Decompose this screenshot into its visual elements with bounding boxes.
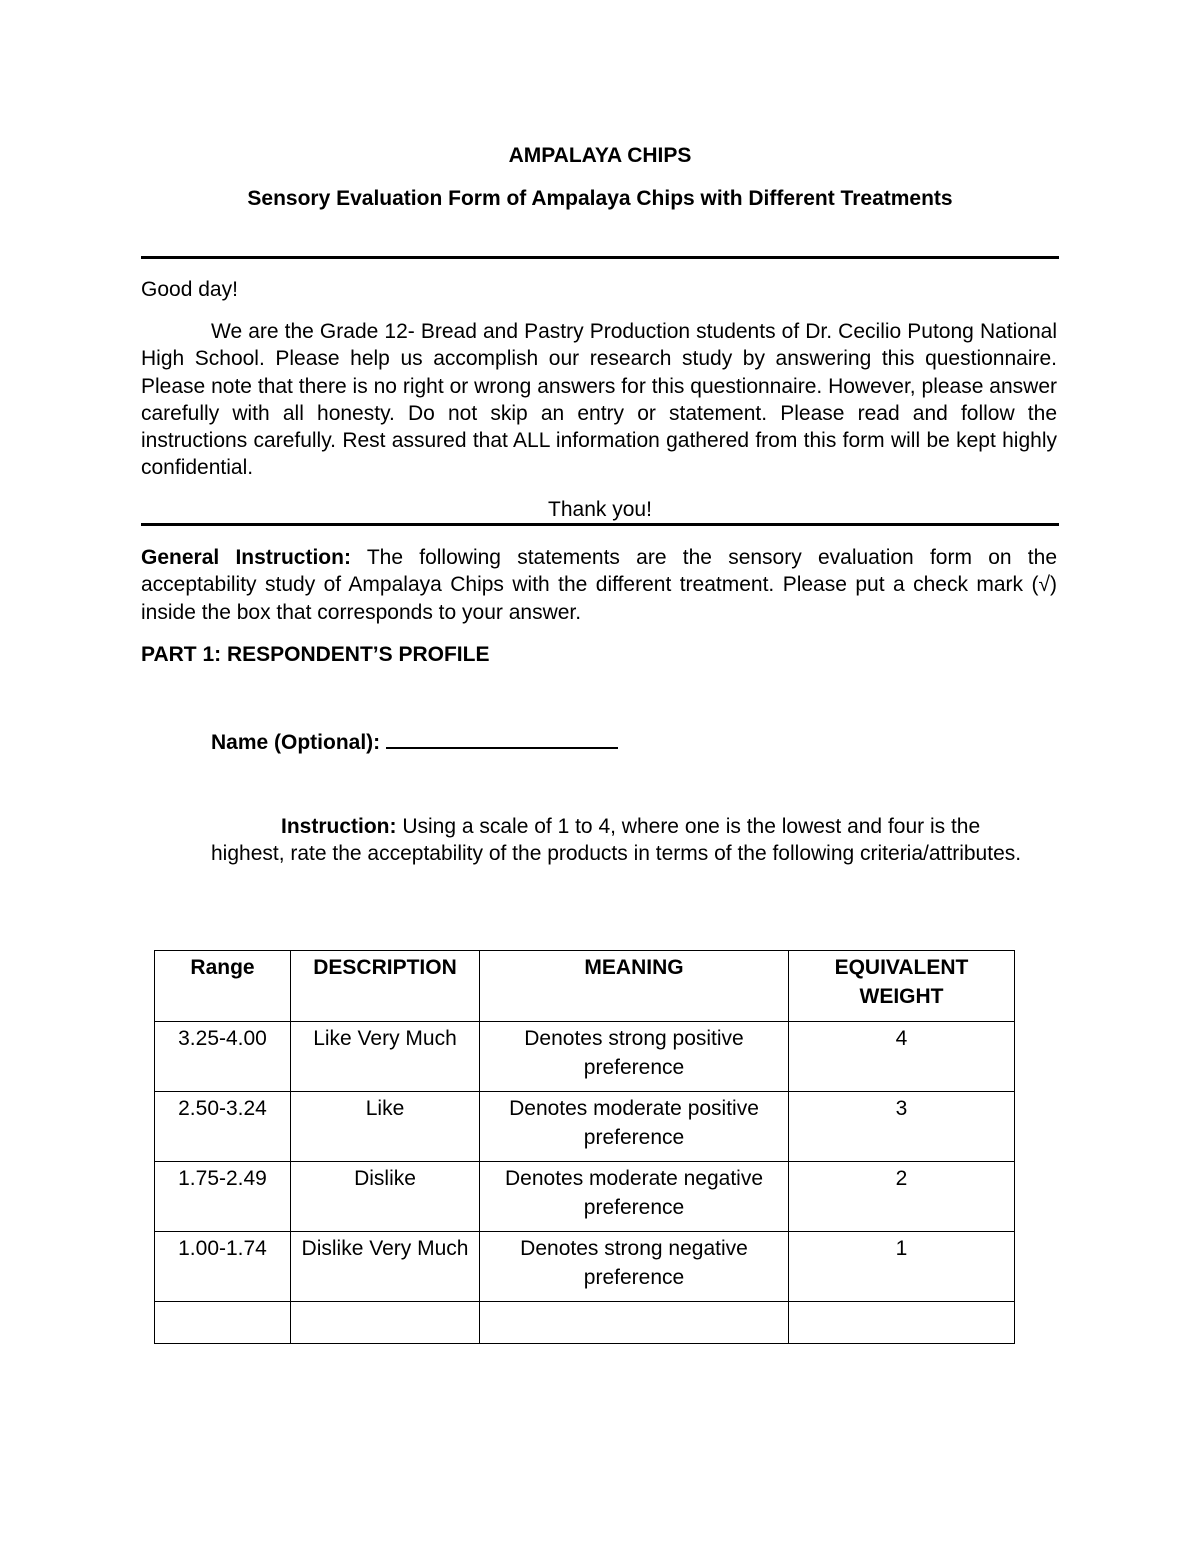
name-blank-line[interactable] <box>386 727 618 749</box>
table-row <box>155 1092 1015 1162</box>
empty-cell[interactable] <box>789 1302 1015 1344</box>
scale-instruction-text: Using a scale of 1 to 4, where one is the lowest and four is the highest, rate the acceptability of the products in terms of the following criteria/attributes. <box>211 815 1022 866</box>
cell-range: 1.75-2.49 <box>155 1162 291 1232</box>
cell-meaning: Denotes strong negative preference <box>480 1232 789 1302</box>
header-description: DESCRIPTION <box>291 951 480 1022</box>
top-divider <box>141 256 1059 259</box>
empty-cell[interactable] <box>480 1302 789 1344</box>
rating-scale-table <box>154 950 1015 1344</box>
thank-you: Thank you! <box>548 498 652 521</box>
cell-weight: 1 <box>789 1232 1015 1302</box>
cell-meaning: Denotes moderate positive preference <box>480 1092 789 1162</box>
cell-weight: 3 <box>789 1092 1015 1162</box>
scale-instruction <box>211 813 1031 868</box>
bottom-divider <box>141 523 1059 526</box>
table-header-row <box>155 951 1015 1022</box>
header-equivalent-weight: EQUIVALENT WEIGHT <box>789 951 1015 1022</box>
cell-description: Dislike <box>291 1162 480 1232</box>
header-meaning: MEANING <box>480 951 789 1022</box>
cell-weight: 4 <box>789 1022 1015 1092</box>
table-row <box>155 1162 1015 1232</box>
cell-range: 3.25-4.00 <box>155 1022 291 1092</box>
intro-paragraph: We are the Grade 12- Bread and Pastry Production students of Dr. Cecilio Putong National High School. Please help us accomplish our research study by answering this questionnaire. Please note that there is no right or wrong answers for this questionnaire. However, please answer carefully with all honesty. Do not skip an entry or statement. Please read and follow the instructions carefully. Rest assured that ALL information gathered from this form will be kept highly confidential. <box>141 320 1057 480</box>
general-instruction <box>141 544 1057 626</box>
name-field <box>211 727 618 756</box>
table-row <box>155 1232 1015 1302</box>
part1-heading: PART 1: RESPONDENT’S PROFILE <box>141 643 490 666</box>
cell-description: Like Very Much <box>291 1022 480 1092</box>
cell-range: 2.50-3.24 <box>155 1092 291 1162</box>
cell-weight: 2 <box>789 1162 1015 1232</box>
empty-cell[interactable] <box>155 1302 291 1344</box>
table-empty-row <box>155 1302 1015 1344</box>
general-instruction-text: The following statements are the sensory evaluation form on the acceptability study of Ampalaya Chips with the different treatment. Please put a check mark (√) inside the box that corresponds to your answer. <box>141 546 1058 624</box>
document-title: AMPALAYA CHIPS <box>508 144 692 167</box>
general-instruction-label: General Instruction: <box>141 546 351 569</box>
cell-description: Dislike Very Much <box>291 1232 480 1302</box>
cell-range: 1.00-1.74 <box>155 1232 291 1302</box>
name-label: Name (Optional): <box>211 731 381 754</box>
header-range: Range <box>155 951 291 1022</box>
document-subtitle: Sensory Evaluation Form of Ampalaya Chips with Different Treatments <box>247 187 953 210</box>
table-row <box>155 1022 1015 1092</box>
cell-meaning: Denotes moderate negative preference <box>480 1162 789 1232</box>
cell-meaning: Denotes strong positive preference <box>480 1022 789 1092</box>
scale-instruction-label: Instruction: <box>281 815 397 838</box>
cell-description: Like <box>291 1092 480 1162</box>
greeting: Good day! <box>141 278 238 301</box>
empty-cell[interactable] <box>291 1302 480 1344</box>
